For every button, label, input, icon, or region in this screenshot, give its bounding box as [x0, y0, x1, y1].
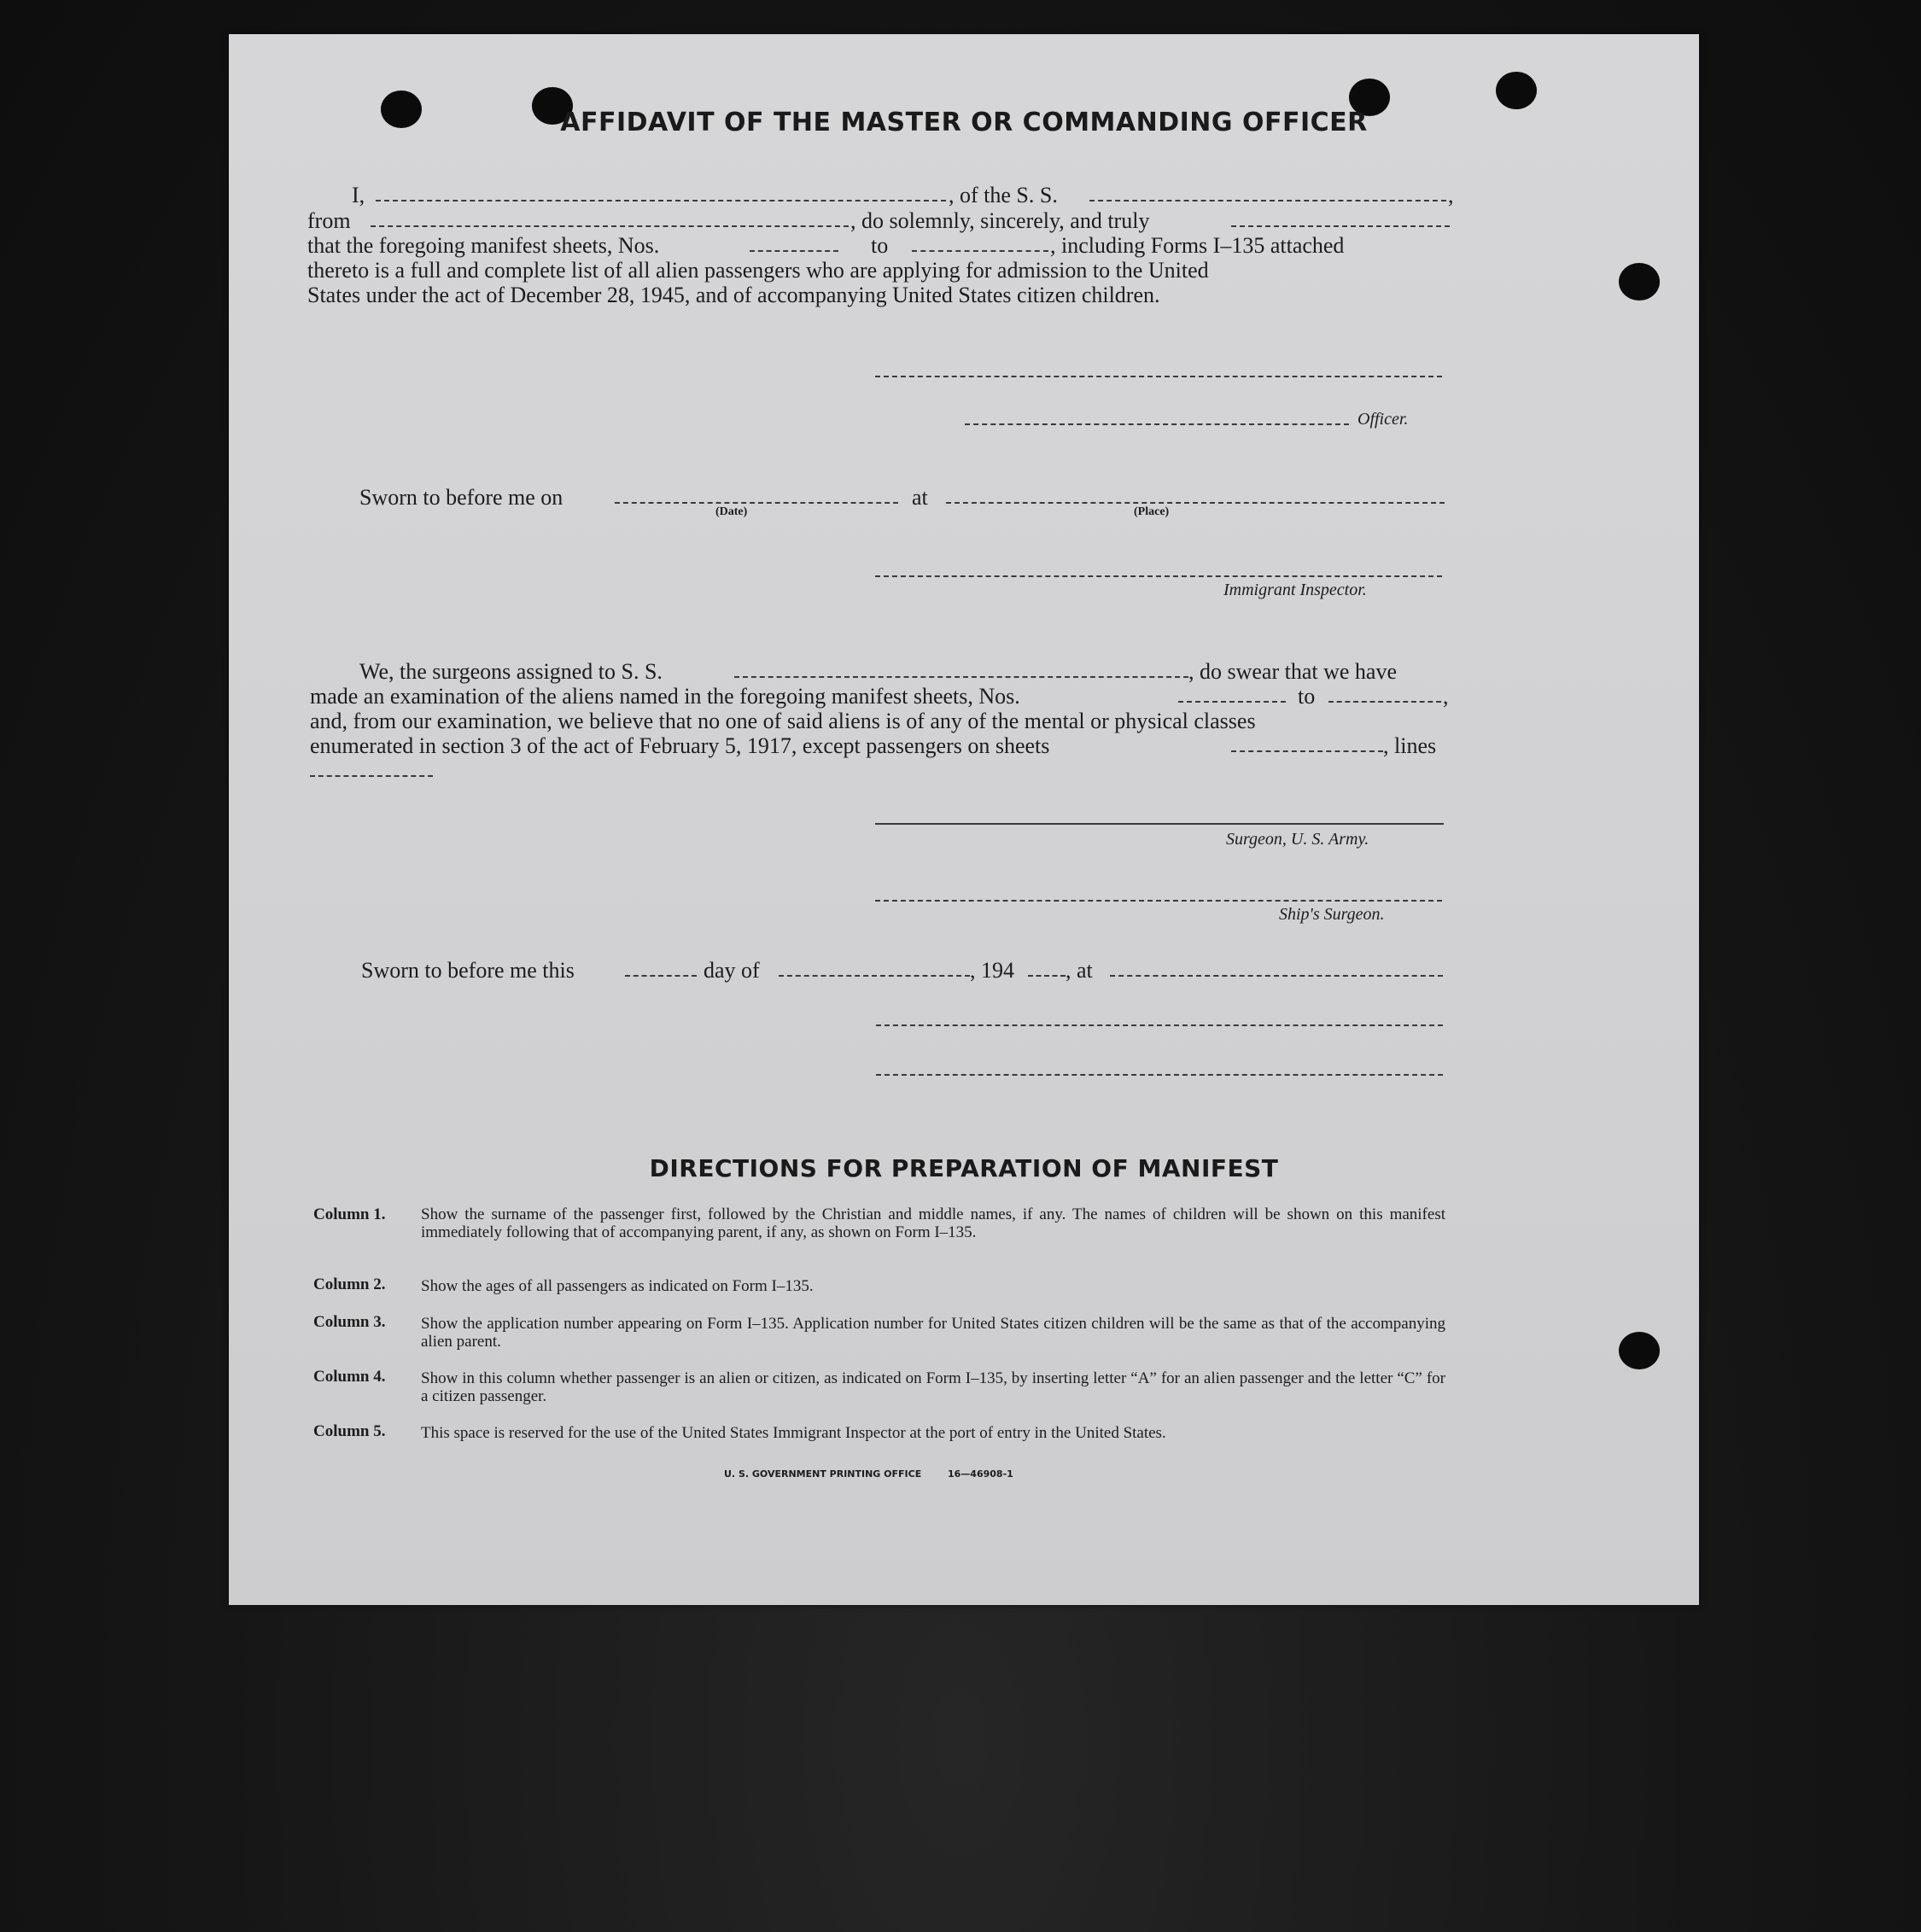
surgeons-text: to	[1298, 684, 1316, 709]
surgeons-text: and, from our examination, we believe that no one of said aliens is of any of the mental or physical classes	[310, 709, 1256, 733]
punch-hole	[1496, 72, 1537, 109]
affidavit-text: , of the S. S.	[949, 183, 1058, 207]
sheets-from-field[interactable]	[750, 250, 838, 252]
sworn-this-text: Sworn to before me this	[361, 958, 575, 983]
surgeons-text: We, the surgeons assigned to S. S.	[359, 659, 663, 684]
ship-surgeon-signature-line[interactable]	[875, 900, 1442, 902]
surgeons-ship-field[interactable]	[734, 676, 1188, 678]
form-code: 16—46908-1	[948, 1468, 1013, 1480]
punch-hole	[1619, 263, 1660, 301]
affidavit-text: to	[871, 233, 889, 258]
surgeons-text: , do swear that we have	[1188, 659, 1398, 684]
affidavit-text: , including Forms I–135 attached	[1050, 233, 1345, 258]
form-page	[229, 34, 1699, 1605]
direction-label: Column 2.	[313, 1275, 386, 1293]
at-text: , at	[1066, 958, 1093, 983]
signature-line[interactable]	[876, 1074, 1443, 1076]
port-from-field[interactable]	[371, 225, 849, 227]
master-name-field[interactable]	[376, 200, 946, 201]
officer-title-line[interactable]	[965, 423, 1349, 425]
punch-hole	[1619, 1332, 1660, 1369]
affidavit-text: I,	[352, 183, 365, 207]
direction-text: This space is reserved for the use of the United States Immigrant Inspector at the port of entry in the United States.	[421, 1424, 1166, 1442]
direction-text: Show the surname of the passenger first, followed by the Christian and middle names, if any. The names of children will be shown on this manifest immediately following that of accompanying parent, if any, as shown on Form I–135.	[421, 1205, 1445, 1241]
direction-text: Show in this column whether passenger is an alien or citizen, as indicated on Form I–135, by inserting letter “A” for an alien passenger and the letter “C” for a citizen passenger.	[421, 1369, 1445, 1405]
affidavit-text: from	[307, 208, 351, 233]
day-field[interactable]	[625, 975, 697, 977]
direction-label: Column 5.	[313, 1422, 386, 1440]
affidavit-title: AFFIDAVIT OF THE MASTER OR COMMANDING OFFICER	[560, 108, 1368, 137]
except-lines-field[interactable]	[310, 775, 433, 777]
year-field[interactable]	[1028, 975, 1066, 977]
direction-text: Show the ages of all passengers as indicated on Form I–135.	[421, 1277, 814, 1295]
place-field[interactable]	[946, 502, 1445, 504]
affidavit-text: , do solemnly, sincerely, and truly	[850, 208, 1150, 233]
officer-label: Officer.	[1358, 410, 1409, 429]
place-label: (Place)	[1134, 505, 1170, 518]
surgeons-text: enumerated in section 3 of the act of February 5, 1917, except passengers on sheets	[310, 733, 1050, 758]
direction-text: Show the application number appearing on Form I–135. Application number for United States citizen children will be the same as that of the accompanying alien parent.	[421, 1315, 1445, 1351]
ship-name-field[interactable]	[1089, 200, 1446, 201]
affidavit-text: ,	[1448, 183, 1454, 207]
inspector-label: Immigrant Inspector.	[1223, 581, 1367, 599]
day-of-text: day of	[704, 958, 760, 983]
direction-label: Column 3.	[313, 1313, 386, 1331]
surgeons-text: made an examination of the aliens named in the foregoing manifest sheets, Nos.	[310, 684, 1020, 709]
signature-line[interactable]	[876, 1024, 1443, 1026]
surgeons-text: ,	[1443, 684, 1449, 709]
army-surgeon-label: Surgeon, U. S. Army.	[1226, 830, 1369, 849]
affidavit-text: thereto is a full and complete list of all alien passengers who are applying for admission to the United	[307, 258, 1209, 283]
date-field[interactable]	[615, 502, 898, 504]
sheets-to-field[interactable]	[912, 250, 1048, 252]
affidavit-text: that the foregoing manifest sheets, Nos.	[307, 233, 660, 258]
directions-title: DIRECTIONS FOR PREPARATION OF MANIFEST	[649, 1154, 1279, 1182]
army-surgeon-signature-line[interactable]	[875, 823, 1444, 825]
ship-surgeon-label: Ship's Surgeon.	[1279, 905, 1385, 924]
sworn-place-field[interactable]	[1110, 975, 1443, 977]
direction-label: Column 4.	[313, 1368, 386, 1386]
surgeons-sheets-from-field[interactable]	[1178, 701, 1286, 703]
month-field[interactable]	[779, 975, 970, 977]
affidavit-text: States under the act of December 28, 1945, and of accompanying United States citizen children.	[307, 283, 1160, 307]
surgeons-sheets-to-field[interactable]	[1328, 701, 1441, 703]
swear-field[interactable]	[1231, 225, 1450, 227]
officer-signature-line[interactable]	[875, 376, 1442, 377]
printer-imprint: U. S. GOVERNMENT PRINTING OFFICE	[724, 1468, 922, 1480]
inspector-signature-line[interactable]	[875, 575, 1442, 577]
date-label: (Date)	[715, 505, 748, 518]
at-text: at	[912, 485, 928, 510]
direction-label: Column 1.	[313, 1205, 386, 1223]
surgeons-text: , lines	[1383, 733, 1437, 758]
sworn-on-text: Sworn to before me on	[359, 485, 563, 510]
except-sheets-field[interactable]	[1231, 750, 1383, 752]
year-text: , 194	[970, 958, 1014, 983]
